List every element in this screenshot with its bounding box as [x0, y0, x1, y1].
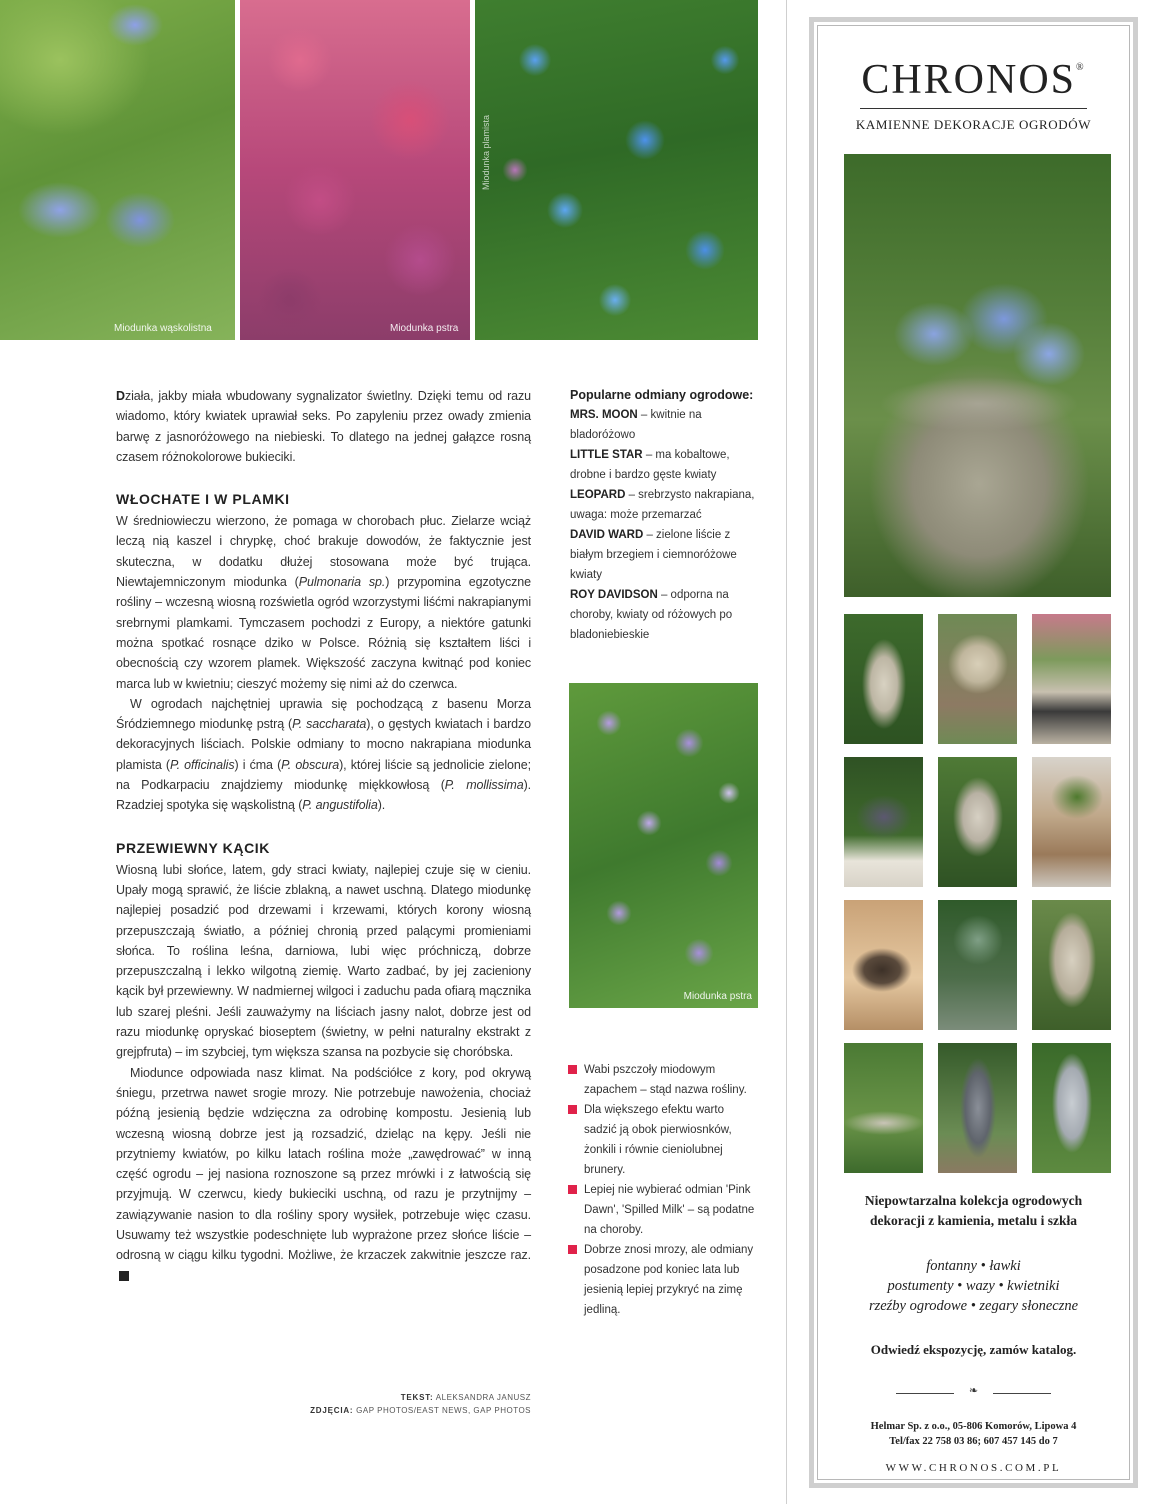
brand-logo: CHRONOS®: [861, 57, 1086, 103]
photo-blue-lungwort: [475, 0, 758, 340]
brand-tagline: KAMIENNE DEKORACJE OGRODÓW: [855, 117, 1092, 132]
photo-pink-lungwort: [240, 0, 470, 340]
tip-item: Dla większego efektu warto sadzić ją obok pierwiosnków, żonkili i równie cieniolubnej brunery.: [568, 1100, 758, 1180]
variety-item: ROY DAVIDSON – odporna na choroby, kwiaty od różowych po bladoniebieskie: [570, 589, 733, 641]
ad-thumb-bird: [844, 900, 923, 1030]
tip-item: Lepiej nie wybierać odmian 'Pink Dawn', 'Spilled Milk' – są podatne na choroby.: [568, 1180, 758, 1240]
ad-inner-frame: [817, 25, 1130, 1480]
ad-thumb-sundial: [844, 757, 923, 887]
ad-products: fontanny • ławki postumenty • wazy • kwietniki rzeźby ogrodowe • zegary słoneczne: [868, 1258, 1079, 1314]
article-paragraph: Wiosną lubi słońce, latem, gdy straci kwiaty, najlepiej czuje się w cieniu. Upały mogą sprawić, że liście zblakną, a nawet uschną. Dlatego miodunkę najlepiej posadzić pod drzewami i krzewami, których korony wiosną przepuszczają światło, a później chronią przed palącymi promieniami słońca. To roślina leśna, darniowa, lubi więc próchniczą, dobrze przepuszczalną i lekko wilgotną ziemię. Warto zadbać, by jej zacieniony kącik był przewiewny. W nadmiernej wilgoci i zaduchu pada ofiarą mącznika lub szarej pleśni. Jeśli zauważymy na liściach jasny nalot, dobrze jest od razu miodunkę opryskać bioseptem (świetny, w pełni naturalny ekstrakt z grejpfruta) – im szybciej, tym większa szansa na pozbycie się choróbska.: [116, 862, 531, 1060]
tip-item: Dobrze znosi mrozy, ale odmiany posadzone pod koniec lata lub jesienią lepiej przykryć na zimę jedliną.: [568, 1240, 758, 1320]
photo-narrow-leaved-lungwort: [0, 0, 235, 340]
ad-thumb-wall-niche: [1032, 900, 1111, 1030]
varieties-title: Popularne odmiany ogrodowe:: [570, 388, 754, 402]
end-mark-icon: [119, 1271, 129, 1281]
ad-hero-photo-stone-planter: [844, 154, 1111, 597]
variety-item: LITTLE STAR – ma kobaltowe, drobne i bardzo gęste kwiaty: [570, 449, 730, 481]
variety-item: MRS. MOON – kwitnie na bladoróżowo: [570, 409, 702, 441]
varieties-box: [570, 386, 760, 645]
section-heading: PRZEWIEWNY KĄCIK: [116, 839, 271, 856]
ad-website-link[interactable]: WWW.CHRONOS.COM.PL: [885, 1462, 1062, 1474]
photo-caption: Miodunka pstra: [390, 323, 459, 334]
ad-thumb-planter-box: [1032, 757, 1111, 887]
ad-thumb-topiary-urn: [938, 900, 1017, 1030]
dropcap: D: [116, 389, 125, 403]
brand-rule: [860, 108, 1087, 109]
intro-paragraph: Działa, jakby miała wbudowany sygnalizator świetlny. Dzięki temu od razu wiadomo, który kwiatek uprawiał seks. Po zapyleniu przez owady zmienia barwę z jasnoróżowego na niebieski. To dlatego na jednej gałązce rosną czasem różnokolorowe bukieciki.: [116, 389, 531, 464]
ad-company-address: Helmar Sp. z o.o., 05-806 Komorów, Lipowa 4 Tel/fax 22 758 03 86; 607 457 145 do 7: [870, 1421, 1077, 1447]
photo-spotted-lungwort: [569, 683, 758, 1008]
ad-thumb-urn: [938, 614, 1017, 744]
tips-list: [568, 1060, 758, 1320]
ad-ornament: [896, 1386, 1051, 1400]
photo-caption: Miodunka wąskolistna: [114, 323, 212, 334]
ad-thumb-bust: [938, 757, 1017, 887]
ad-thumb-bench: [844, 1043, 923, 1173]
photo-credit: Miodunka plamista: [481, 114, 491, 190]
variety-item: LEOPARD – srebrzysto nakrapiana, uwaga: może przemarzać: [570, 489, 755, 521]
section-heading: WŁOCHATE I W PLAMKI: [116, 491, 290, 508]
ad-thumb-wall-fountain: [1032, 614, 1111, 744]
article-paragraph: Miodunce odpowiada nasz klimat. Na podściółce z kory, pod okrywą śniegu, przetrwa nawet srogie mrozy. Nie potrzebuje nawożenia, chociaż późną jesienią będzie wdzięczna za odrobinę kompostu. Jesienią lub wczesną wiosną dobrze jest ją rozsadzić, dzieląc na kępy. Jeśli nie przytniemy kwiatów, po kilku latach roślina może „zawędrować” w inną część ogrodu – jej nasiona roznoszone są przez mrówki i z łatwością się przyjmują. W czerwcu, kiedy bukieciki uschną, od razu je przytnijmy – zawiązywanie nasion to dla rośliny spory wysiłek, potrzebuje więc czasu. Usuwamy też wszystkie podeschnięte lub wyprażone przez słońce liście – odrosną w ciągu kilku tygodni. Możliwe, że krzaczek zakwitnie jeszcze raz.: [116, 1063, 531, 1286]
ornament-icon: ❧: [968, 1384, 979, 1397]
ad-thumb-sculpture: [844, 614, 923, 744]
article-body: [116, 386, 531, 1286]
article-paragraph: W średniowieczu wierzono, że pomaga w chorobach płuc. Zielarze wciąż leczą nią kaszel i chrypkę, choć brakuje dowodów, że faktycznie jest skuteczna, w dodatku dłużej stosowana może być trująca. Niewtajemniczonym miodunka (Pulmonaria sp.) przypomina egzotyczne rośliny – wczesną wiosną rozświetla ogród wzorzystymi liśćmi nakrapianymi srebrnymi plamkami. Tymczasem pochodzi z Europy, a niektóre gatunki można spotkać rosnące dziko w Polsce. Różnią się kształtem liści i obecnością czy wzorem plamek. Większość zaczyna kwitnąć pod koniec marca lub w kwietniu; cieszyć możemy się nimi aż do czerwca.: [116, 514, 531, 691]
ad-call-to-action: Odwiedź ekspozycję, zamów katalog.: [870, 1342, 1077, 1357]
column-divider: [786, 0, 787, 1504]
chronos-advertisement: [809, 17, 1138, 1488]
article-credits: TEKST: ALEKSANDRA JANUSZ ZDJĘCIA: GAP PHOTOS/EAST NEWS, GAP PHOTOS: [310, 1393, 531, 1415]
variety-item: DAVID WARD – zielone liście z białym brzegiem i ciemnoróżowe kwiaty: [570, 529, 737, 581]
ad-thumb-metal-sculpture: [938, 1043, 1017, 1173]
tip-item: Wabi pszczoły miodowym zapachem – stąd nazwa rośliny.: [568, 1060, 758, 1100]
ad-thumb-child-statue: [1032, 1043, 1111, 1173]
article-paragraph: W ogrodach najchętniej uprawia się pochodzącą z basenu Morza Śródziemnego miodunkę pstrą (P. saccharata), o gęstych kwiatach i bardzo dekoracyjnych liściach. Polskie odmiany to mocno nakrapiana miodunka plamista (P. officinalis) i ćma (P. obscura), której liście są jednolicie zielone; na Podkarpaciu znajdziemy miodunkę miękkowłosą (P. mollissima). Rzadziej spotyka się wąskolistną (P. angustifolia).: [116, 696, 531, 813]
ad-claim: Niepowtarzalna kolekcja ogrodowych dekoracji z kamienia, metalu i szkła: [864, 1193, 1083, 1228]
photo-caption: Miodunka pstra: [683, 991, 752, 1002]
